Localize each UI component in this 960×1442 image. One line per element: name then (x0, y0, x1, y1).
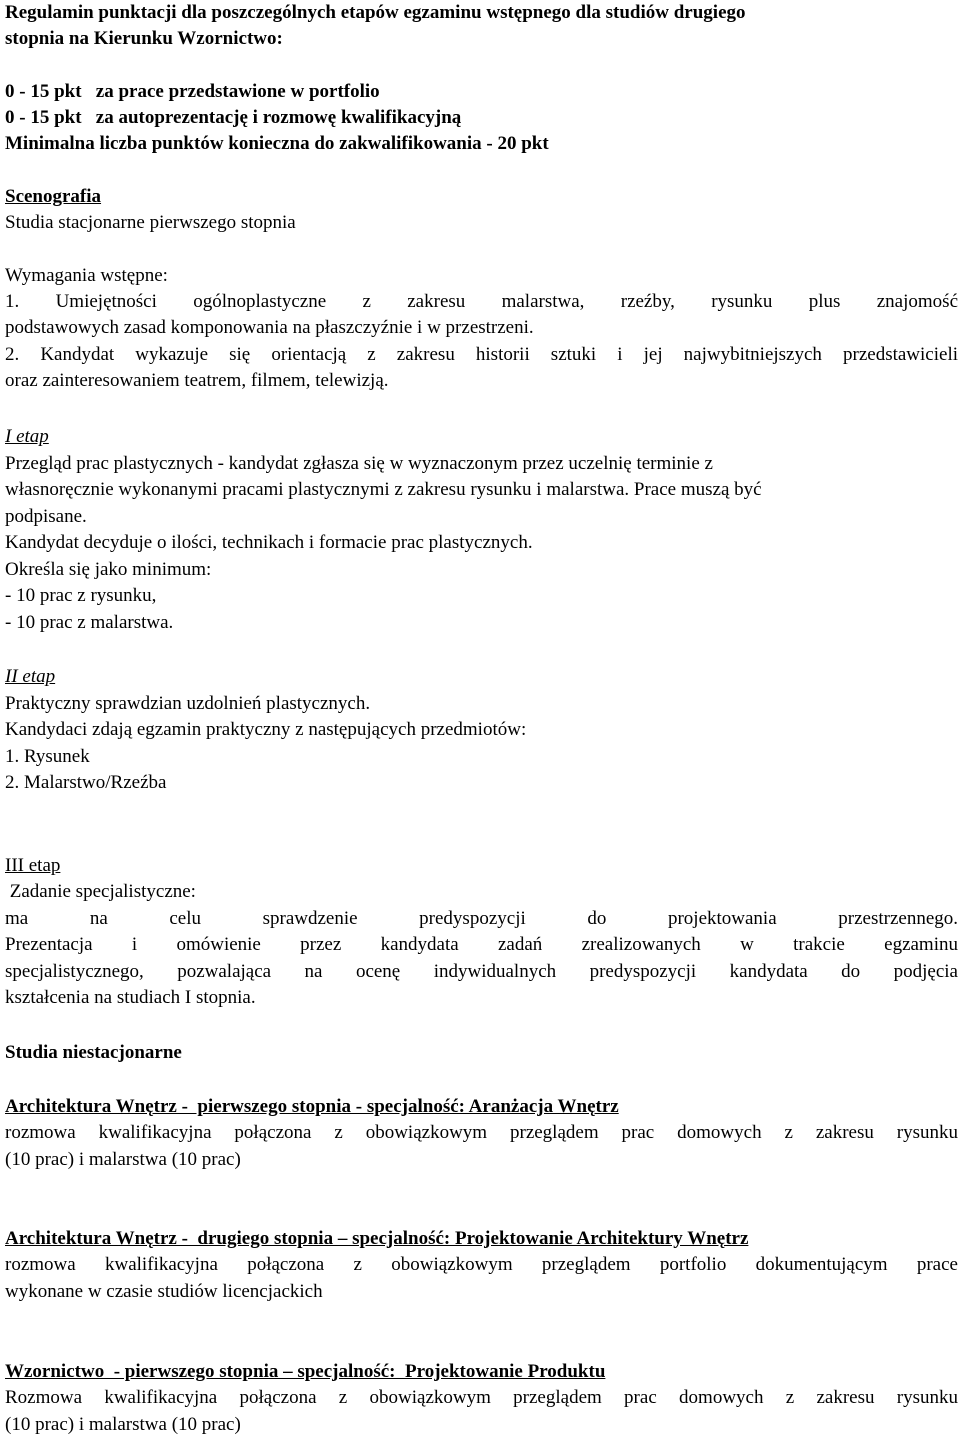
etap2-line1: Praktyczny sprawdzian uzdolnień plastycznych. (5, 693, 371, 714)
niestacjonarne-heading: Studia niestacjonarne (5, 1042, 182, 1063)
regulamin-title-line1: Regulamin punktacji dla poszczególnych etapów egzaminu wstępnego dla studiów drugiego (5, 2, 746, 23)
points-minimum: Minimalna liczba punktów konieczna do zakwalifikowania - 20 pkt (5, 133, 549, 154)
points-portfolio: 0 - 15 pkt za prace przedstawione w portfolio (5, 81, 380, 102)
etap1-line6: - 10 prac z rysunku, (5, 585, 157, 606)
etap1-heading: I etap (5, 426, 49, 447)
points-autoprezentacja: 0 - 15 pkt za autoprezentację i rozmowę kwalifikacyjną (5, 107, 462, 128)
requirement-1-line1: 1. Umiejętności ogólnoplastyczne z zakresu malarstwa, rzeźby, rysunku plus znajomość (5, 291, 958, 312)
etap3-line5: kształcenia na studiach I stopnia. (5, 987, 256, 1008)
requirement-2-line1: 2. Kandydat wykazuje się orientacją z zakresu historii sztuki i jej najwybitniejszych przedstawicieli (5, 344, 958, 365)
scenografia-heading: Scenografia (5, 186, 102, 207)
etap2-line2: Kandydaci zdają egzamin praktyczny z następujących przedmiotów: (5, 719, 527, 740)
etap1-line7: - 10 prac z malarstwa. (5, 612, 174, 633)
etap3-line2: ma na celu sprawdzenie predyspozycji do projektowania przestrzennego. (5, 908, 958, 929)
etap3-line1: Zadanie specjalistyczne: (5, 881, 196, 902)
arch2-line1: rozmowa kwalifikacyjna połączona z obowiązkowym przeglądem portfolio dokumentującym prace (5, 1254, 958, 1275)
etap1-line5: Określa się jako minimum: (5, 559, 212, 580)
wzornictwo-line1: Rozmowa kwalifikacyjna połączona z obowiązkowym przeglądem prac domowych z zakresu rysunku (5, 1387, 958, 1408)
scenografia-subheading: Studia stacjonarne pierwszego stopnia (5, 212, 296, 233)
etap1-line4: Kandydat decyduje o ilości, technikach i formacie prac plastycznych. (5, 532, 533, 553)
requirements-label: Wymagania wstępne: (5, 265, 168, 286)
requirement-2-line2: oraz zainteresowaniem teatrem, filmem, telewizją. (5, 370, 389, 391)
etap3-line3: Prezentacja i omówienie przez kandydata zadań zrealizowanych w trakcie egzaminu (5, 934, 958, 955)
etap1-line3: podpisane. (5, 506, 87, 527)
etap3-line4: specjalistycznego, pozwalająca na ocenę indywidualnych predyspozycji kandydata do podjęcia (5, 961, 958, 982)
etap2-line4: 2. Malarstwo/Rzeźba (5, 772, 167, 793)
wzornictwo-heading: Wzornictwo - pierwszego stopnia – specjalność: Projektowanie Produktu (5, 1361, 606, 1382)
etap2-line3: 1. Rysunek (5, 746, 90, 767)
arch1-line1: rozmowa kwalifikacyjna połączona z obowiązkowym przeglądem prac domowych z zakresu rysunku (5, 1122, 958, 1143)
etap2-heading: II etap (5, 666, 56, 687)
arch1-heading: Architektura Wnętrz - pierwszego stopnia - specjalność: Aranżacja Wnętrz (5, 1096, 619, 1117)
wzornictwo-line2: (10 prac) i malarstwa (10 prac) (5, 1414, 241, 1435)
regulamin-title-line2: stopnia na Kierunku Wzornictwo: (5, 28, 283, 49)
etap1-line2: własnoręcznie wykonanymi pracami plastycznymi z zakresu rysunku i malarstwa. Prace muszą być (5, 479, 762, 500)
etap3-heading: III etap (5, 855, 61, 876)
arch1-line2: (10 prac) i malarstwa (10 prac) (5, 1149, 241, 1170)
arch2-heading: Architektura Wnętrz - drugiego stopnia – specjalność: Projektowanie Architektury Wnętrz (5, 1228, 749, 1249)
requirement-1-line2: podstawowych zasad komponowania na płaszczyźnie i w przestrzeni. (5, 317, 534, 338)
etap1-line1: Przegląd prac plastycznych - kandydat zgłasza się w wyznaczonym przez uczelnię terminie z (5, 453, 713, 474)
arch2-line2: wykonane w czasie studiów licencjackich (5, 1281, 323, 1302)
